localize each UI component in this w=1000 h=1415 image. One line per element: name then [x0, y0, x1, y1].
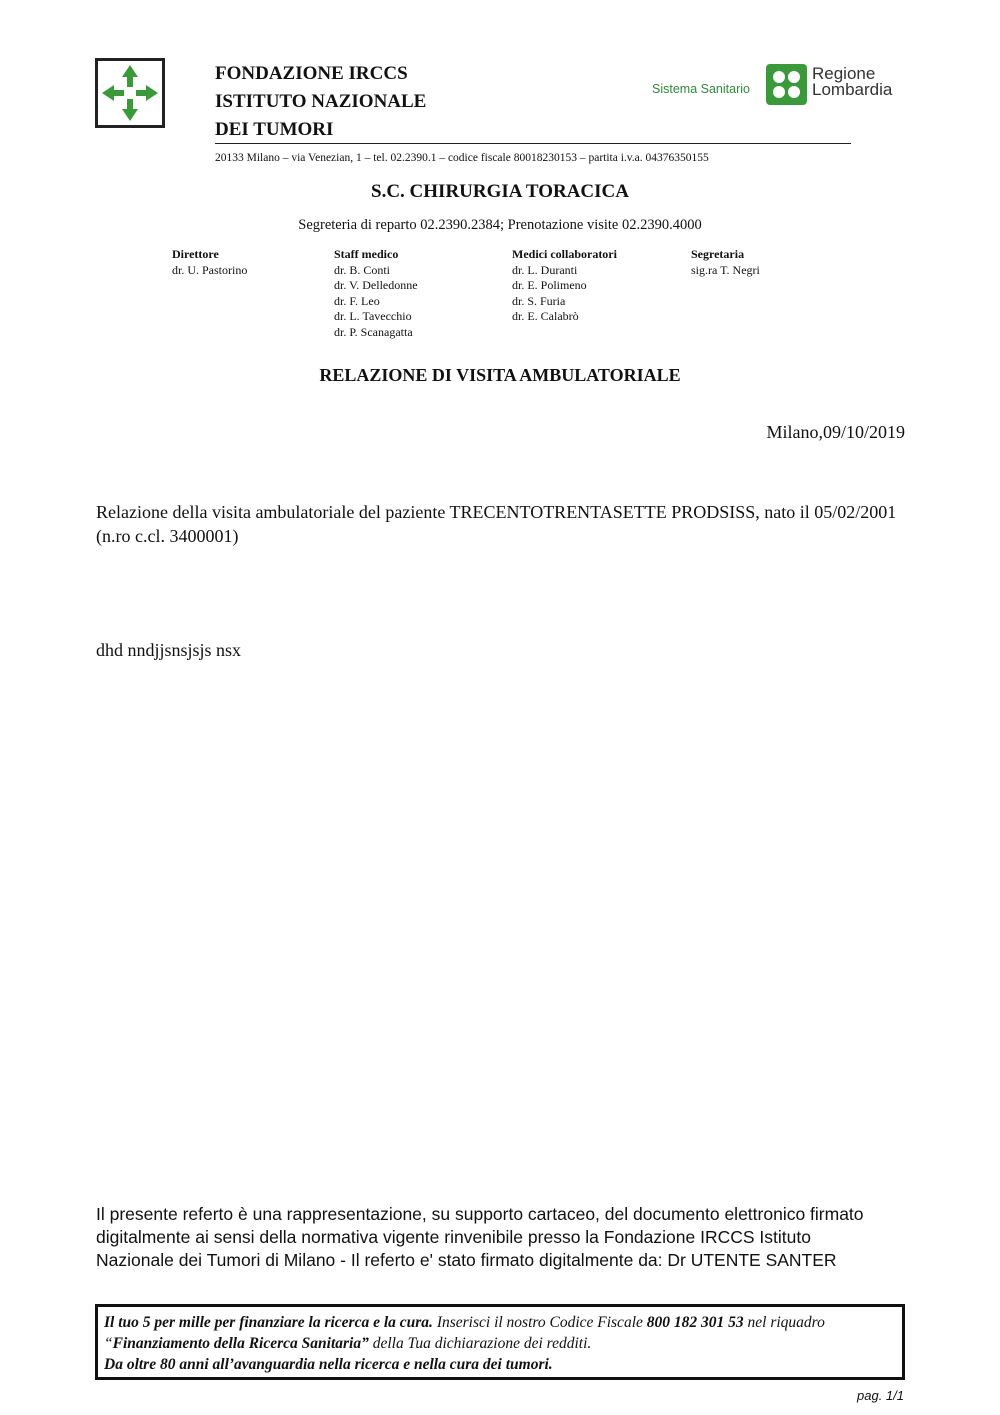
five-per-mille-banner	[95, 1304, 905, 1380]
footer-text: Inserisci il nostro Codice Fiscale	[432, 1314, 647, 1331]
staff-heading: Direttore	[172, 247, 219, 261]
footer-text: della Tua dichiarazione dei redditi.	[368, 1335, 592, 1352]
staff-heading: Staff medico	[334, 247, 399, 261]
sistema-sanitario-label: Sistema Sanitario	[652, 82, 750, 96]
staff-column-segretaria	[691, 247, 760, 278]
staff-name: dr. F. Leo	[334, 293, 380, 308]
staff-name: dr. U. Pastorino	[172, 262, 248, 277]
footer-text: nel riquadro “	[104, 1314, 825, 1352]
footer-tagline: Da oltre 80 anni all’avanguardia nella ricerca e nella cura dei tumori.	[104, 1356, 553, 1373]
institution-address: 20133 Milano – via Venezian, 1 – tel. 02.2390.1 – codice fiscale 80018230153 – partita i.v.a. 04376350155	[215, 152, 709, 164]
header-divider	[215, 143, 851, 144]
staff-name: dr. V. Delledonne	[334, 278, 418, 292]
department-contacts: Segreteria di reparto 02.2390.2384; Prenotazione visite 02.2390.4000	[298, 217, 702, 233]
regione-lombardia-logo-text	[812, 66, 892, 98]
regione-lombardia-cross-icon	[766, 64, 807, 105]
report-body: dhd nndjjsnsjsjs nsx	[96, 640, 242, 660]
staff-column-medico	[334, 247, 418, 340]
staff-heading: Medici collaboratori	[512, 247, 617, 261]
staff-name: sig.ra T. Negri	[691, 262, 760, 277]
institution-line: DEI TUMORI	[215, 119, 334, 140]
staff-name: dr. L. Tavecchio	[334, 309, 412, 323]
document-date: Milano,09/10/2019	[766, 422, 905, 442]
staff-column-direttore	[172, 247, 247, 278]
int-logo-icon	[95, 58, 165, 128]
staff-name: dr. E. Polimeno	[512, 278, 587, 292]
department-name: S.C. CHIRURGIA TORACICA	[371, 181, 629, 202]
institution-name	[215, 60, 426, 144]
staff-name: dr. E. Calabrò	[512, 309, 579, 323]
regione-line: Lombardia	[812, 80, 893, 99]
staff-name: dr. L. Duranti	[512, 262, 578, 277]
document-title: RELAZIONE DI VISITA AMBULATORIALE	[319, 365, 681, 385]
patient-intro: Relazione della visita ambulatoriale del paziente TRECENTOTRENTASETTE PRODSISS, nato il 05/02/2001 (n.ro c.cl. 3400001)	[96, 502, 897, 546]
staff-name: dr. P. Scanagatta	[334, 324, 413, 339]
regione-line: Regione	[812, 64, 876, 83]
staff-name: dr. S. Furia	[512, 293, 566, 308]
institution-line: FONDAZIONE IRCCS	[215, 63, 408, 84]
institution-line: ISTITUTO NAZIONALE	[215, 91, 427, 112]
staff-column-collaboratori	[512, 247, 617, 325]
footer-bold-text: Finanziamento della Ricerca Sanitaria”	[112, 1335, 369, 1352]
page-number: pag. 1/1	[857, 1388, 904, 1403]
footer-bold-text: Il tuo 5 per mille per finanziare la ricerca e la cura.	[104, 1314, 433, 1331]
staff-name: dr. B. Conti	[334, 262, 391, 277]
footer-codice-fiscale: 800 182 301 53	[646, 1314, 744, 1331]
staff-heading: Segretaria	[691, 247, 745, 261]
digital-signature-disclaimer: Il presente referto è una rappresentazione, su supporto cartaceo, del documento elettronico firmato digitalmente ai sensi della normativa vigente rinvenibile presso la Fondazione IRCCS Istituto Nazionale dei Tumori di Milano - Il referto e' stato firmato digitalmente da: Dr UTENTE SANTER	[96, 1204, 864, 1270]
